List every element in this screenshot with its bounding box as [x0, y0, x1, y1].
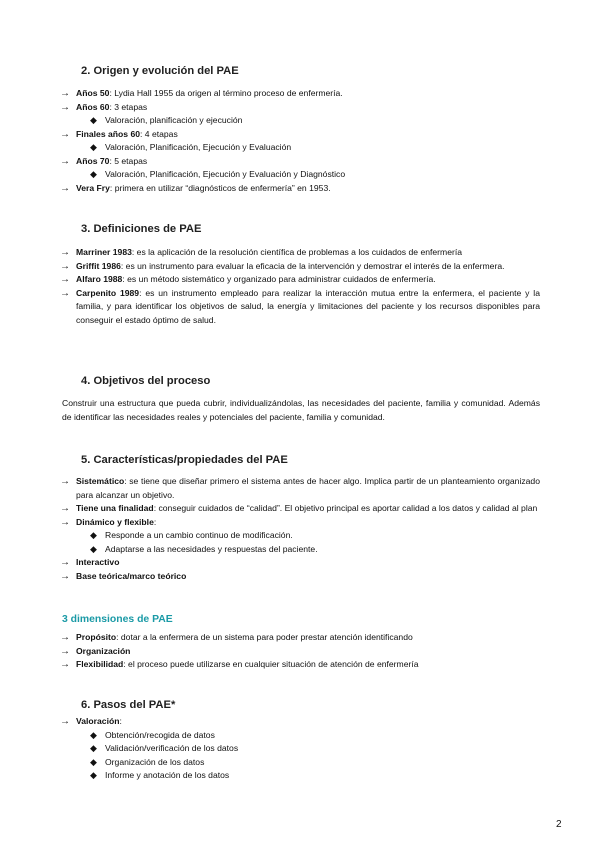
sub-list-item: ◆ Organización de los datos [0, 756, 540, 770]
sub-list-item: ◆ Obtención/recogida de datos [0, 729, 540, 743]
list-item: → Organización [0, 645, 540, 659]
list-item: → Carpenito 1989: es un instrumento empleado para realizar la interacción mutua entre la enfermera, el paciente y la familia, y para identificar los objetivos de salud, la energía y limitaciones del paciente y los recursos disponibles para conseguir el estado óptimo de salud. [0, 287, 540, 328]
dimensiones-list [0, 631, 600, 672]
list-item: → Base teórica/marco teórico [0, 570, 540, 584]
sub-list-item: ◆ Valoración, planificación y ejecución [0, 114, 540, 128]
sub-list-item: ◆ Valoración, Planificación, Ejecución y Evaluación [0, 141, 540, 155]
list-item: → Tiene una finalidad: conseguir cuidados de “calidad”. El objetivo principal es aportar calidad a los datos y calidad al plan [0, 502, 540, 516]
list-item: → Alfaro 1988: es un método sistemático y organizado para administrar cuidados de enfermería. [0, 273, 540, 287]
list-item: → Marriner 1983: es la aplicación de la resolución científica de problemas a los cuidados de enfermería [0, 246, 540, 260]
list-item: → Griffit 1986: es un instrumento para evaluar la eficacia de la intervención y demostrar el interés de la enfermera. [0, 260, 540, 274]
list-item: → Finales años 60: 4 etapas [0, 128, 540, 142]
list-item: → Flexibilidad: el proceso puede utilizarse en cualquier situación de atención de enfermería [0, 658, 540, 672]
list-item: → Años 70: 5 etapas [0, 155, 540, 169]
origen-list [0, 87, 600, 195]
list-item: → Vera Fry: primera en utilizar “diagnósticos de enfermería” en 1953. [0, 182, 540, 196]
definiciones-list [0, 246, 600, 327]
section-title-origen: 2. Origen y evolución del PAE [81, 65, 239, 77]
list-item: → Valoración: [0, 715, 540, 729]
sub-list-item: ◆ Validación/verificación de los datos [0, 742, 540, 756]
list-item: → Dinámico y flexible: [0, 516, 540, 530]
section-title-definiciones: 3. Definiciones de PAE [81, 223, 202, 235]
list-item: → Años 50: Lydia Hall 1955 da origen al término proceso de enfermería. [0, 87, 540, 101]
page-number: 2 [556, 819, 562, 830]
list-item: → Sistemático: se tiene que diseñar primero el sistema antes de hacer algo. Implica partir de un planteamiento organizado para alcanzar un objetivo. [0, 475, 540, 502]
section-title-objetivos: 4. Objetivos del proceso [81, 375, 211, 387]
sub-list-item: ◆ Valoración, Planificación, Ejecución y Evaluación y Diagnóstico [0, 168, 540, 182]
pasos-list [0, 715, 600, 783]
sub-list-item: ◆ Responde a un cambio continuo de modificación. [0, 529, 540, 543]
objetivos-paragraph: Construir una estructura que pueda cubrir, individualizándolas, las necesidades del paciente, familia y comunidad. Además de identificar las necesidades reales y potenciales del paciente, familia y comunidad. [62, 398, 540, 422]
section-title-dimensiones: 3 dimensiones de PAE [62, 614, 173, 625]
caracteristicas-list [0, 475, 600, 583]
sub-list-item: ◆ Informe y anotación de los datos [0, 769, 540, 783]
sub-list-item: ◆ Adaptarse a las necesidades y respuestas del paciente. [0, 543, 540, 557]
list-item: → Propósito: dotar a la enfermera de un sistema para poder prestar atención identificando [0, 631, 540, 645]
section-title-caracteristicas: 5. Características/propiedades del PAE [81, 454, 288, 466]
list-item: → Interactivo [0, 556, 540, 570]
list-item: → Años 60: 3 etapas [0, 101, 540, 115]
section-title-pasos: 6. Pasos del PAE* [81, 699, 176, 711]
